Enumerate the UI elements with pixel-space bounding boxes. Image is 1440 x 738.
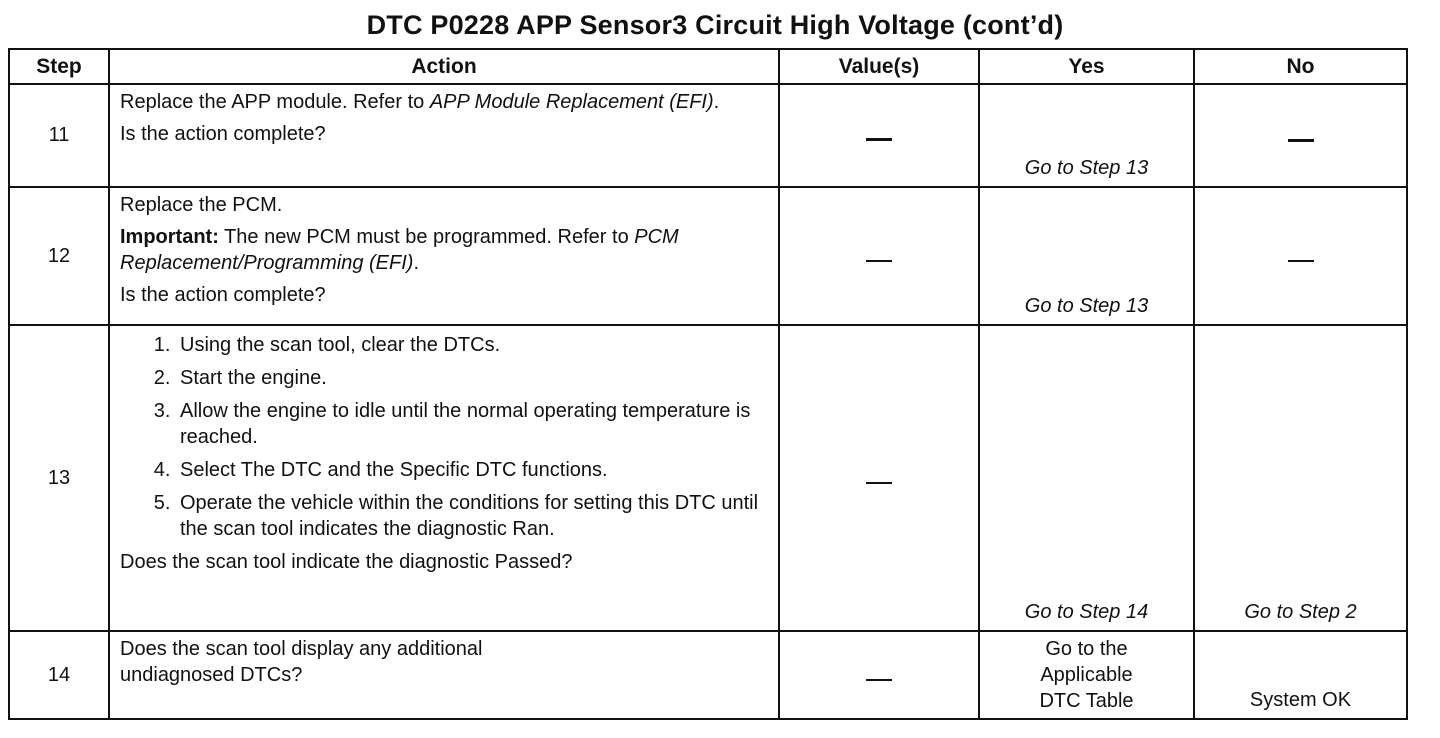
- action-end: .: [713, 91, 720, 113]
- empty-no-dash: [1288, 260, 1314, 262]
- table-row-step-11: [9, 84, 1407, 187]
- column-header-step: Step: [9, 49, 109, 84]
- value-cell: [779, 187, 979, 325]
- yes-goto-link[interactable]: Go to Step 13: [1024, 295, 1149, 317]
- step-number: 14: [9, 631, 109, 719]
- yes-goto-link[interactable]: Go to Step 14: [1024, 601, 1149, 623]
- value-cell: [779, 84, 979, 187]
- procedure-reference: APP Module Replacement (EFI): [429, 91, 714, 113]
- procedure-list: [120, 332, 768, 542]
- action-question: Does the scan tool indicate the diagnostic Passed?: [120, 551, 573, 573]
- list-item: 2. Start the engine.: [176, 365, 768, 391]
- action-text: Replace the APP module. Refer to: [120, 91, 430, 113]
- yes-cell: [979, 631, 1194, 719]
- table-header-row: [9, 49, 1407, 84]
- column-header-no: No: [1194, 49, 1407, 84]
- action-cell: [109, 631, 779, 719]
- empty-value-dash: [866, 138, 892, 141]
- list-item: 3. Allow the engine to idle until the normal operating temperature is reached.: [176, 398, 768, 450]
- table-row-step-13: [9, 325, 1407, 631]
- action-question: Is the action complete?: [120, 284, 326, 306]
- column-header-action: Action: [109, 49, 779, 84]
- step-number: 13: [9, 325, 109, 631]
- action-cell: [109, 84, 779, 187]
- list-item: 4. Select The DTC and the Specific DTC functions.: [176, 457, 768, 483]
- step-number: 11: [9, 84, 109, 187]
- yes-goto-link[interactable]: [1039, 636, 1133, 714]
- important-text: The new PCM must be programmed. Refer to: [218, 226, 635, 248]
- page-title: DTC P0228 APP Sensor3 Circuit High Voltage (cont’d): [366, 10, 1064, 40]
- important-label: Important:: [120, 226, 219, 248]
- yes-cell: [979, 187, 1194, 325]
- column-header-values: Value(s): [779, 49, 979, 84]
- value-cell: [779, 631, 979, 719]
- value-cell: [779, 325, 979, 631]
- no-cell: [1194, 325, 1407, 631]
- important-end: .: [413, 252, 419, 274]
- empty-value-dash: [866, 679, 892, 681]
- action-question: [120, 636, 482, 688]
- table-row-step-14: [9, 631, 1407, 719]
- no-goto-link[interactable]: Go to Step 2: [1244, 601, 1357, 623]
- action-question: Is the action complete?: [120, 123, 326, 145]
- question-line: Does the scan tool display any additional: [120, 638, 483, 660]
- action-instruction: Replace the PCM.: [120, 194, 283, 216]
- list-item: 1. Using the scan tool, clear the DTCs.: [176, 332, 768, 358]
- yes-line: Applicable: [1040, 664, 1133, 686]
- column-header-yes: Yes: [979, 49, 1194, 84]
- procedure-reference: PCM Replacement/Programming (EFI): [120, 226, 679, 274]
- step-number: 12: [9, 187, 109, 325]
- action-cell: [109, 187, 779, 325]
- no-cell: [1194, 84, 1407, 187]
- yes-goto-link[interactable]: Go to Step 13: [1024, 157, 1149, 179]
- action-cell: [109, 325, 779, 631]
- dtc-table: [8, 48, 1408, 720]
- table-row-step-12: [9, 187, 1407, 325]
- empty-value-dash: [866, 482, 892, 484]
- yes-line: DTC Table: [1039, 690, 1134, 712]
- empty-value-dash: [866, 260, 892, 262]
- important-note: [120, 224, 768, 276]
- no-result-text: System OK: [1249, 689, 1352, 711]
- yes-cell: [979, 84, 1194, 187]
- empty-no-dash: [1288, 139, 1314, 142]
- no-cell: [1194, 631, 1407, 719]
- yes-cell: [979, 325, 1194, 631]
- list-item: 5. Operate the vehicle within the conditions for setting this DTC until the scan tool indicates the diagnostic Ran.: [176, 490, 768, 542]
- yes-line: Go to the: [1045, 638, 1128, 660]
- action-instruction: [120, 89, 768, 115]
- question-line: undiagnosed DTCs?: [120, 664, 303, 686]
- no-cell: [1194, 187, 1407, 325]
